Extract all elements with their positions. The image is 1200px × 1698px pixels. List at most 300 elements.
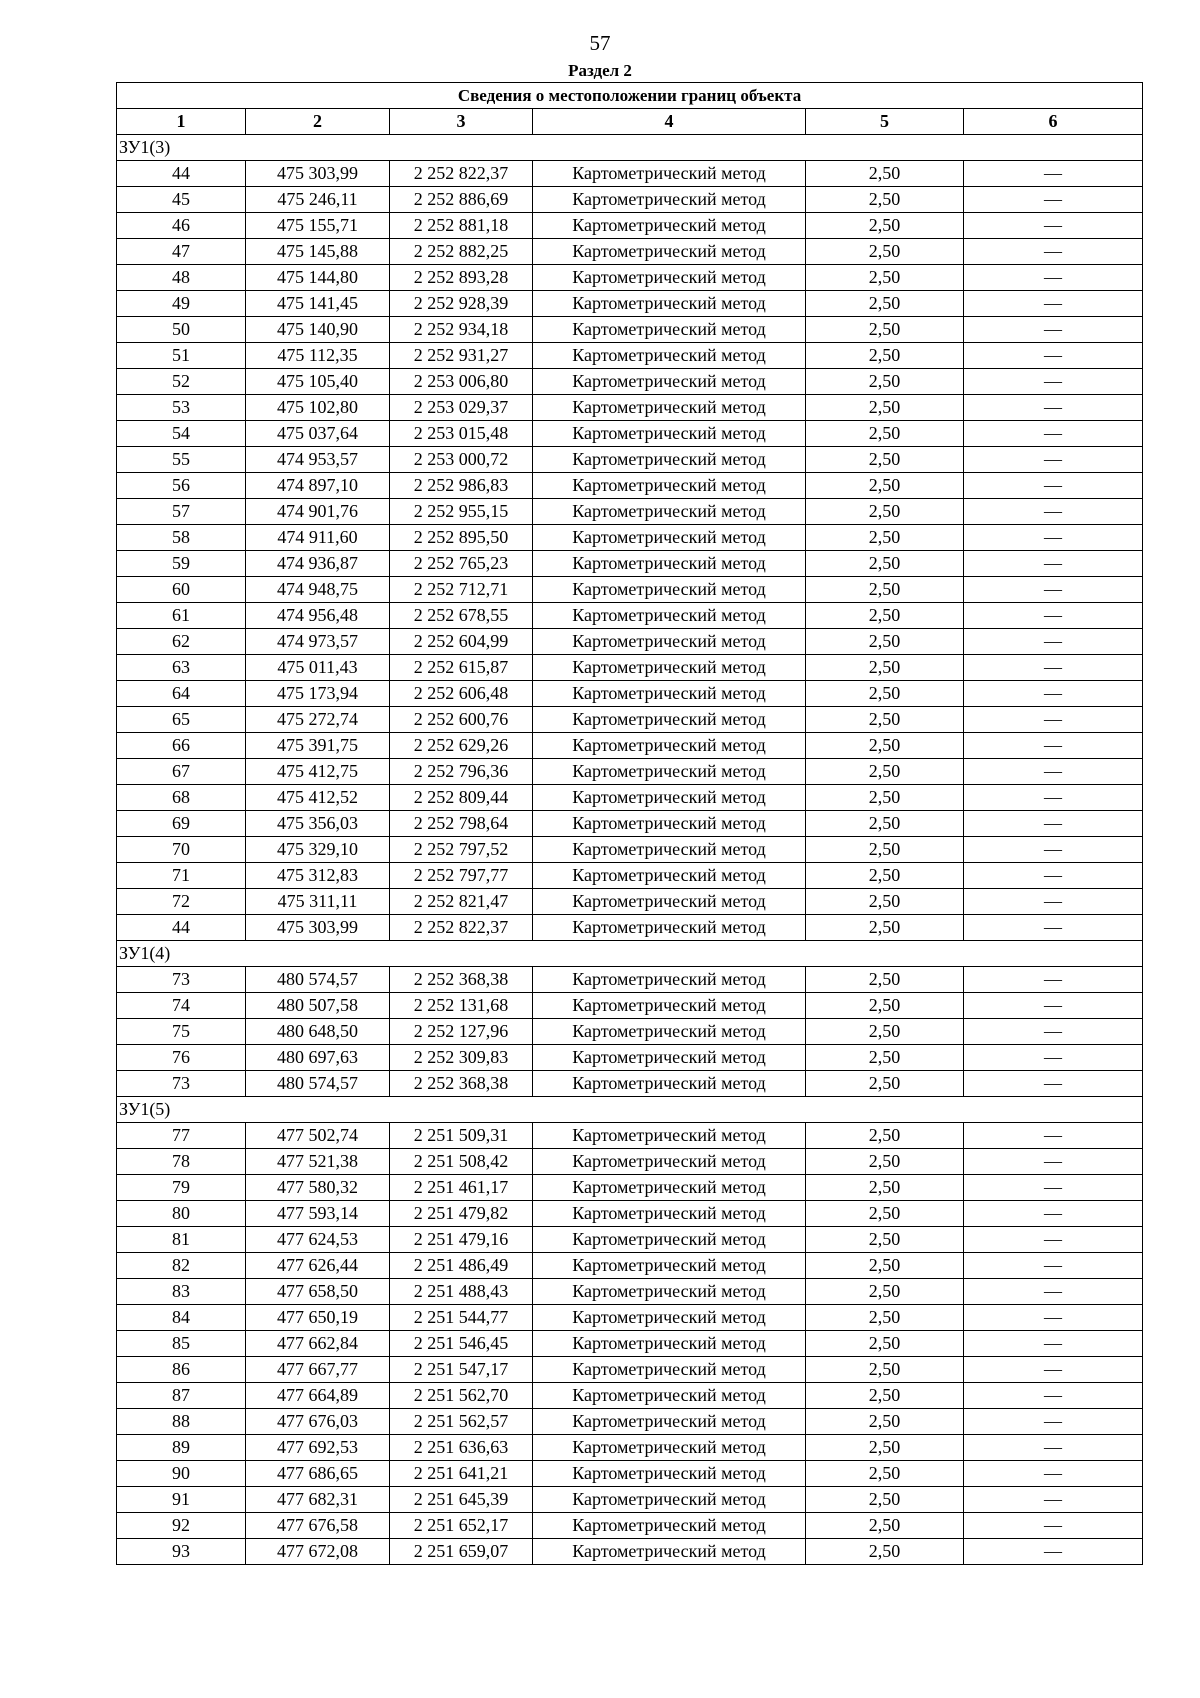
column-number-row [117, 109, 1143, 135]
table-row [117, 1149, 1143, 1175]
table-row [117, 655, 1143, 681]
method-cell: Картометрический метод [533, 1227, 806, 1253]
y-coordinate-cell: 2 253 029,37 [390, 395, 533, 421]
table-row [117, 213, 1143, 239]
accuracy-cell: 2,50 [806, 1331, 964, 1357]
accuracy-cell: 2,50 [806, 837, 964, 863]
column-number: 1 [117, 109, 246, 135]
x-coordinate-cell: 477 667,77 [246, 1357, 390, 1383]
point-number-cell: 49 [117, 291, 246, 317]
x-coordinate-cell: 477 580,32 [246, 1175, 390, 1201]
x-coordinate-cell: 474 953,57 [246, 447, 390, 473]
y-coordinate-cell: 2 251 461,17 [390, 1175, 533, 1201]
table-caption: Сведения о местоположении границ объекта [117, 83, 1143, 109]
y-coordinate-cell: 2 252 678,55 [390, 603, 533, 629]
y-coordinate-cell: 2 252 797,52 [390, 837, 533, 863]
accuracy-cell: 2,50 [806, 551, 964, 577]
description-cell: — [964, 317, 1143, 343]
table-row [117, 1383, 1143, 1409]
point-number-cell: 82 [117, 1253, 246, 1279]
description-cell: — [964, 395, 1143, 421]
point-number-cell: 45 [117, 187, 246, 213]
table-row [117, 1071, 1143, 1097]
method-cell: Картометрический метод [533, 1201, 806, 1227]
description-cell: — [964, 213, 1143, 239]
description-cell: — [964, 499, 1143, 525]
description-cell: — [964, 343, 1143, 369]
y-coordinate-cell: 2 252 368,38 [390, 1071, 533, 1097]
point-number-cell: 78 [117, 1149, 246, 1175]
description-cell: — [964, 1201, 1143, 1227]
x-coordinate-cell: 474 956,48 [246, 603, 390, 629]
method-cell: Картометрический метод [533, 1357, 806, 1383]
table-row [117, 1227, 1143, 1253]
y-coordinate-cell: 2 251 636,63 [390, 1435, 533, 1461]
x-coordinate-cell: 477 676,58 [246, 1513, 390, 1539]
y-coordinate-cell: 2 252 822,37 [390, 915, 533, 941]
accuracy-cell: 2,50 [806, 863, 964, 889]
group-label: ЗУ1(4) [117, 941, 1143, 967]
x-coordinate-cell: 477 502,74 [246, 1123, 390, 1149]
y-coordinate-cell: 2 251 508,42 [390, 1149, 533, 1175]
accuracy-cell: 2,50 [806, 161, 964, 187]
accuracy-cell: 2,50 [806, 603, 964, 629]
table-row [117, 343, 1143, 369]
y-coordinate-cell: 2 252 606,48 [390, 681, 533, 707]
accuracy-cell: 2,50 [806, 525, 964, 551]
description-cell: — [964, 1305, 1143, 1331]
y-coordinate-cell: 2 252 309,83 [390, 1045, 533, 1071]
y-coordinate-cell: 2 252 368,38 [390, 967, 533, 993]
x-coordinate-cell: 480 574,57 [246, 1071, 390, 1097]
y-coordinate-cell: 2 252 955,15 [390, 499, 533, 525]
accuracy-cell: 2,50 [806, 1253, 964, 1279]
description-cell: — [964, 187, 1143, 213]
accuracy-cell: 2,50 [806, 1149, 964, 1175]
y-coordinate-cell: 2 251 659,07 [390, 1539, 533, 1565]
method-cell: Картометрический метод [533, 395, 806, 421]
y-coordinate-cell: 2 252 893,28 [390, 265, 533, 291]
table-row [117, 785, 1143, 811]
description-cell: — [964, 1253, 1143, 1279]
point-number-cell: 61 [117, 603, 246, 629]
table-row [117, 759, 1143, 785]
y-coordinate-cell: 2 252 629,26 [390, 733, 533, 759]
table-row [117, 161, 1143, 187]
accuracy-cell: 2,50 [806, 1175, 964, 1201]
table-row [117, 265, 1143, 291]
x-coordinate-cell: 475 155,71 [246, 213, 390, 239]
point-number-cell: 70 [117, 837, 246, 863]
point-number-cell: 46 [117, 213, 246, 239]
method-cell: Картометрический метод [533, 759, 806, 785]
table-row [117, 447, 1143, 473]
method-cell: Картометрический метод [533, 369, 806, 395]
column-number: 2 [246, 109, 390, 135]
description-cell: — [964, 577, 1143, 603]
point-number-cell: 73 [117, 967, 246, 993]
y-coordinate-cell: 2 251 488,43 [390, 1279, 533, 1305]
method-cell: Картометрический метод [533, 291, 806, 317]
table-row [117, 421, 1143, 447]
point-number-cell: 58 [117, 525, 246, 551]
accuracy-cell: 2,50 [806, 1435, 964, 1461]
description-cell: — [964, 473, 1143, 499]
table-row [117, 967, 1143, 993]
description-cell: — [964, 551, 1143, 577]
y-coordinate-cell: 2 251 562,70 [390, 1383, 533, 1409]
group-header-row [117, 135, 1143, 161]
method-cell: Картометрический метод [533, 1435, 806, 1461]
x-coordinate-cell: 475 356,03 [246, 811, 390, 837]
y-coordinate-cell: 2 251 486,49 [390, 1253, 533, 1279]
method-cell: Картометрический метод [533, 1461, 806, 1487]
accuracy-cell: 2,50 [806, 473, 964, 499]
description-cell: — [964, 1071, 1143, 1097]
method-cell: Картометрический метод [533, 1331, 806, 1357]
accuracy-cell: 2,50 [806, 1383, 964, 1409]
method-cell: Картометрический метод [533, 1253, 806, 1279]
method-cell: Картометрический метод [533, 265, 806, 291]
method-cell: Картометрический метод [533, 1071, 806, 1097]
accuracy-cell: 2,50 [806, 1357, 964, 1383]
accuracy-cell: 2,50 [806, 1071, 964, 1097]
y-coordinate-cell: 2 252 712,71 [390, 577, 533, 603]
point-number-cell: 62 [117, 629, 246, 655]
accuracy-cell: 2,50 [806, 1539, 964, 1565]
accuracy-cell: 2,50 [806, 759, 964, 785]
description-cell: — [964, 655, 1143, 681]
description-cell: — [964, 161, 1143, 187]
table-row [117, 317, 1143, 343]
accuracy-cell: 2,50 [806, 1201, 964, 1227]
y-coordinate-cell: 2 252 895,50 [390, 525, 533, 551]
x-coordinate-cell: 474 911,60 [246, 525, 390, 551]
accuracy-cell: 2,50 [806, 291, 964, 317]
point-number-cell: 52 [117, 369, 246, 395]
table-row [117, 1435, 1143, 1461]
accuracy-cell: 2,50 [806, 629, 964, 655]
y-coordinate-cell: 2 252 797,77 [390, 863, 533, 889]
point-number-cell: 81 [117, 1227, 246, 1253]
column-number: 5 [806, 109, 964, 135]
x-coordinate-cell: 475 173,94 [246, 681, 390, 707]
point-number-cell: 76 [117, 1045, 246, 1071]
y-coordinate-cell: 2 251 544,77 [390, 1305, 533, 1331]
point-number-cell: 66 [117, 733, 246, 759]
table-row [117, 1487, 1143, 1513]
y-coordinate-cell: 2 253 015,48 [390, 421, 533, 447]
x-coordinate-cell: 477 593,14 [246, 1201, 390, 1227]
table-row [117, 681, 1143, 707]
description-cell: — [964, 1149, 1143, 1175]
table-row [117, 915, 1143, 941]
point-number-cell: 64 [117, 681, 246, 707]
accuracy-cell: 2,50 [806, 1019, 964, 1045]
table-body [117, 83, 1143, 1565]
table-row [117, 811, 1143, 837]
x-coordinate-cell: 474 973,57 [246, 629, 390, 655]
method-cell: Картометрический метод [533, 1149, 806, 1175]
description-cell: — [964, 837, 1143, 863]
accuracy-cell: 2,50 [806, 1305, 964, 1331]
description-cell: — [964, 733, 1143, 759]
x-coordinate-cell: 475 303,99 [246, 915, 390, 941]
table-row [117, 1357, 1143, 1383]
description-cell: — [964, 1435, 1143, 1461]
point-number-cell: 75 [117, 1019, 246, 1045]
method-cell: Картометрический метод [533, 837, 806, 863]
method-cell: Картометрический метод [533, 1513, 806, 1539]
table-row [117, 993, 1143, 1019]
x-coordinate-cell: 475 311,11 [246, 889, 390, 915]
description-cell: — [964, 265, 1143, 291]
method-cell: Картометрический метод [533, 1045, 806, 1071]
description-cell: — [964, 603, 1143, 629]
table-row [117, 525, 1143, 551]
y-coordinate-cell: 2 252 931,27 [390, 343, 533, 369]
table-row [117, 1201, 1143, 1227]
point-number-cell: 57 [117, 499, 246, 525]
point-number-cell: 90 [117, 1461, 246, 1487]
point-number-cell: 89 [117, 1435, 246, 1461]
x-coordinate-cell: 480 574,57 [246, 967, 390, 993]
point-number-cell: 73 [117, 1071, 246, 1097]
y-coordinate-cell: 2 251 652,17 [390, 1513, 533, 1539]
description-cell: — [964, 1539, 1143, 1565]
accuracy-cell: 2,50 [806, 1279, 964, 1305]
point-number-cell: 79 [117, 1175, 246, 1201]
point-number-cell: 50 [117, 317, 246, 343]
x-coordinate-cell: 474 897,10 [246, 473, 390, 499]
point-number-cell: 48 [117, 265, 246, 291]
method-cell: Картометрический метод [533, 1123, 806, 1149]
y-coordinate-cell: 2 251 479,82 [390, 1201, 533, 1227]
table-row [117, 1123, 1143, 1149]
accuracy-cell: 2,50 [806, 213, 964, 239]
accuracy-cell: 2,50 [806, 785, 964, 811]
point-number-cell: 85 [117, 1331, 246, 1357]
method-cell: Картометрический метод [533, 863, 806, 889]
point-number-cell: 92 [117, 1513, 246, 1539]
description-cell: — [964, 1487, 1143, 1513]
x-coordinate-cell: 477 624,53 [246, 1227, 390, 1253]
description-cell: — [964, 447, 1143, 473]
x-coordinate-cell: 477 650,19 [246, 1305, 390, 1331]
x-coordinate-cell: 475 412,52 [246, 785, 390, 811]
y-coordinate-cell: 2 251 546,45 [390, 1331, 533, 1357]
point-number-cell: 65 [117, 707, 246, 733]
point-number-cell: 44 [117, 161, 246, 187]
description-cell: — [964, 993, 1143, 1019]
method-cell: Картометрический метод [533, 1305, 806, 1331]
table-row [117, 187, 1143, 213]
method-cell: Картометрический метод [533, 421, 806, 447]
x-coordinate-cell: 474 948,75 [246, 577, 390, 603]
table-row [117, 837, 1143, 863]
description-cell: — [964, 525, 1143, 551]
accuracy-cell: 2,50 [806, 369, 964, 395]
point-number-cell: 54 [117, 421, 246, 447]
description-cell: — [964, 629, 1143, 655]
table-row [117, 1175, 1143, 1201]
accuracy-cell: 2,50 [806, 499, 964, 525]
accuracy-cell: 2,50 [806, 395, 964, 421]
method-cell: Картометрический метод [533, 1409, 806, 1435]
column-number: 6 [964, 109, 1143, 135]
x-coordinate-cell: 475 140,90 [246, 317, 390, 343]
point-number-cell: 74 [117, 993, 246, 1019]
method-cell: Картометрический метод [533, 785, 806, 811]
boundary-table [116, 82, 1143, 1565]
method-cell: Картометрический метод [533, 239, 806, 265]
description-cell: — [964, 707, 1143, 733]
table-row [117, 577, 1143, 603]
x-coordinate-cell: 475 272,74 [246, 707, 390, 733]
point-number-cell: 87 [117, 1383, 246, 1409]
column-number: 3 [390, 109, 533, 135]
y-coordinate-cell: 2 253 006,80 [390, 369, 533, 395]
method-cell: Картометрический метод [533, 629, 806, 655]
description-cell: — [964, 1175, 1143, 1201]
y-coordinate-cell: 2 252 821,47 [390, 889, 533, 915]
description-cell: — [964, 811, 1143, 837]
accuracy-cell: 2,50 [806, 811, 964, 837]
table-row [117, 1409, 1143, 1435]
point-number-cell: 77 [117, 1123, 246, 1149]
table-row [117, 863, 1143, 889]
method-cell: Картометрический метод [533, 811, 806, 837]
point-number-cell: 55 [117, 447, 246, 473]
method-cell: Картометрический метод [533, 551, 806, 577]
description-cell: — [964, 1123, 1143, 1149]
description-cell: — [964, 1045, 1143, 1071]
method-cell: Картометрический метод [533, 525, 806, 551]
method-cell: Картометрический метод [533, 655, 806, 681]
method-cell: Картометрический метод [533, 1279, 806, 1305]
point-number-cell: 86 [117, 1357, 246, 1383]
x-coordinate-cell: 475 037,64 [246, 421, 390, 447]
table-row [117, 1045, 1143, 1071]
x-coordinate-cell: 475 102,80 [246, 395, 390, 421]
point-number-cell: 83 [117, 1279, 246, 1305]
point-number-cell: 84 [117, 1305, 246, 1331]
x-coordinate-cell: 475 112,35 [246, 343, 390, 369]
description-cell: — [964, 421, 1143, 447]
table-row [117, 603, 1143, 629]
y-coordinate-cell: 2 252 604,99 [390, 629, 533, 655]
x-coordinate-cell: 475 391,75 [246, 733, 390, 759]
accuracy-cell: 2,50 [806, 317, 964, 343]
x-coordinate-cell: 475 105,40 [246, 369, 390, 395]
method-cell: Картометрический метод [533, 161, 806, 187]
method-cell: Картометрический метод [533, 1487, 806, 1513]
y-coordinate-cell: 2 252 798,64 [390, 811, 533, 837]
method-cell: Картометрический метод [533, 1019, 806, 1045]
table-row [117, 889, 1143, 915]
point-number-cell: 60 [117, 577, 246, 603]
table-row [117, 1461, 1143, 1487]
point-number-cell: 72 [117, 889, 246, 915]
accuracy-cell: 2,50 [806, 1227, 964, 1253]
description-cell: — [964, 681, 1143, 707]
description-cell: — [964, 967, 1143, 993]
point-number-cell: 59 [117, 551, 246, 577]
point-number-cell: 63 [117, 655, 246, 681]
accuracy-cell: 2,50 [806, 447, 964, 473]
description-cell: — [964, 1331, 1143, 1357]
x-coordinate-cell: 477 626,44 [246, 1253, 390, 1279]
accuracy-cell: 2,50 [806, 343, 964, 369]
table-row [117, 1253, 1143, 1279]
method-cell: Картометрический метод [533, 1383, 806, 1409]
point-number-cell: 88 [117, 1409, 246, 1435]
y-coordinate-cell: 2 252 600,76 [390, 707, 533, 733]
x-coordinate-cell: 475 011,43 [246, 655, 390, 681]
table-row [117, 733, 1143, 759]
accuracy-cell: 2,50 [806, 577, 964, 603]
method-cell: Картометрический метод [533, 967, 806, 993]
accuracy-cell: 2,50 [806, 1461, 964, 1487]
accuracy-cell: 2,50 [806, 187, 964, 213]
y-coordinate-cell: 2 252 615,87 [390, 655, 533, 681]
table-row [117, 1513, 1143, 1539]
x-coordinate-cell: 475 303,99 [246, 161, 390, 187]
accuracy-cell: 2,50 [806, 239, 964, 265]
description-cell: — [964, 1409, 1143, 1435]
x-coordinate-cell: 477 664,89 [246, 1383, 390, 1409]
x-coordinate-cell: 480 648,50 [246, 1019, 390, 1045]
method-cell: Картометрический метод [533, 681, 806, 707]
method-cell: Картометрический метод [533, 187, 806, 213]
table-row [117, 369, 1143, 395]
description-cell: — [964, 863, 1143, 889]
y-coordinate-cell: 2 253 000,72 [390, 447, 533, 473]
point-number-cell: 91 [117, 1487, 246, 1513]
table-caption-row [117, 83, 1143, 109]
group-header-row [117, 1097, 1143, 1123]
x-coordinate-cell: 480 507,58 [246, 993, 390, 1019]
description-cell: — [964, 759, 1143, 785]
y-coordinate-cell: 2 251 509,31 [390, 1123, 533, 1149]
point-number-cell: 93 [117, 1539, 246, 1565]
table-row [117, 1305, 1143, 1331]
table-row [117, 707, 1143, 733]
table-row [117, 291, 1143, 317]
x-coordinate-cell: 477 692,53 [246, 1435, 390, 1461]
description-cell: — [964, 291, 1143, 317]
y-coordinate-cell: 2 252 986,83 [390, 473, 533, 499]
point-number-cell: 67 [117, 759, 246, 785]
group-label: ЗУ1(5) [117, 1097, 1143, 1123]
table-row [117, 629, 1143, 655]
y-coordinate-cell: 2 252 928,39 [390, 291, 533, 317]
x-coordinate-cell: 477 662,84 [246, 1331, 390, 1357]
y-coordinate-cell: 2 251 641,21 [390, 1461, 533, 1487]
method-cell: Картометрический метод [533, 473, 806, 499]
method-cell: Картометрический метод [533, 343, 806, 369]
method-cell: Картометрический метод [533, 603, 806, 629]
y-coordinate-cell: 2 251 645,39 [390, 1487, 533, 1513]
method-cell: Картометрический метод [533, 213, 806, 239]
accuracy-cell: 2,50 [806, 889, 964, 915]
y-coordinate-cell: 2 252 809,44 [390, 785, 533, 811]
accuracy-cell: 2,50 [806, 1045, 964, 1071]
method-cell: Картометрический метод [533, 733, 806, 759]
x-coordinate-cell: 477 658,50 [246, 1279, 390, 1305]
description-cell: — [964, 1461, 1143, 1487]
section-title: Раздел 2 [568, 61, 632, 80]
